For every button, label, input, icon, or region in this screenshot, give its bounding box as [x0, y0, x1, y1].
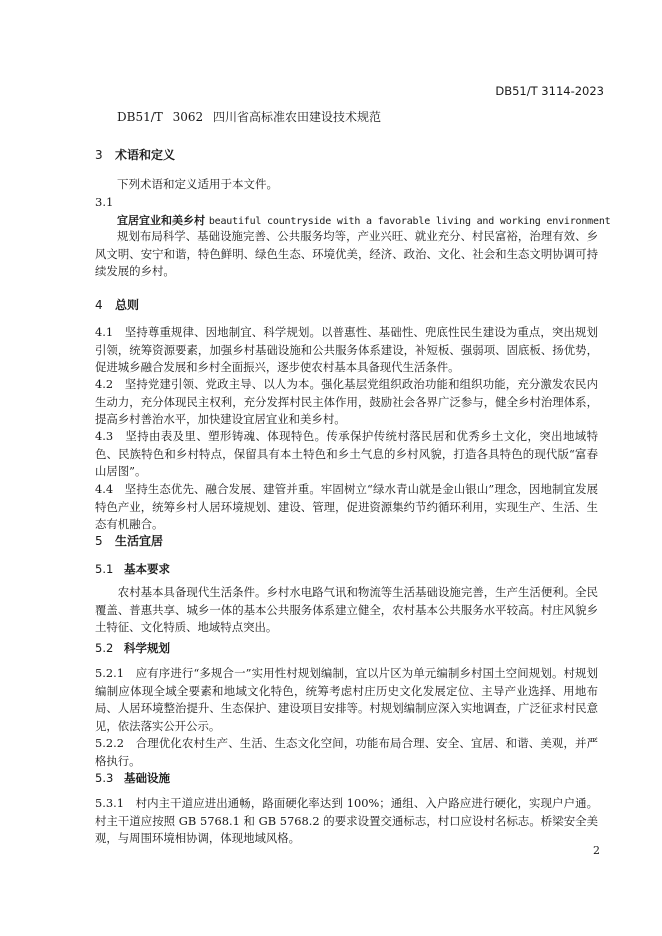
clause-5-3-1: 5.3.1 村内主干道应进出通畅，路面硬化率达到 100%；通组、入户路应进行硬化，实现户户通。村主干道应按照 GB 5768.1 和 GB 5768.2 的要求设置交通标志，村口应设村名标志。桥梁安全美观，与周围环境相协调，体现地域风格。: [95, 796, 598, 845]
reference-code: DB51/T 3062: [117, 110, 204, 124]
section-5-heading: [95, 532, 163, 549]
clause-4-4: 4.4 坚持生态优先、融合发展、建管并重。牢固树立“绿水青山就是金山银山”理念，因地制宜发展特色产业，统筹乡村人居环境规划、建设、管理，促进资源集约节约循环利用，实现生产、生活、生态有机融合。: [95, 482, 598, 531]
clause-5-2-1: 5.2.1 应有序进行“多规合一”实用性村规划编制，宜以片区为单元编制乡村国土空间规划。村规划编制应体现全域全要素和地域文化特色，统筹考虑村庄历史文化发展定位、主导产业选择、用地布局、人居环境整治提升、生态保护、建设项目安排等。村规划编制应深入实地调查，广泛征求村民意见，依法落实公开公示。: [95, 666, 598, 733]
section-number: 4: [95, 298, 103, 312]
clause-5-1-text: 农村基本具备现代生活条件。乡村水电路气讯和物流等生活基础设施完善，生产生活便利。全民覆盖、普惠共享、城乡一体的基本公共服务体系建立健全，农村基本公共服务水平较高。村庄风貌乡土特征、文化特质、地域特点突出。: [95, 585, 598, 634]
subsection-number: 5.2: [95, 641, 114, 655]
section-title: 生活宜居: [115, 534, 164, 548]
section-title: 术语和定义: [115, 148, 176, 162]
section-number: 3: [95, 148, 103, 162]
standard-code: DB51/T 3114-2023: [495, 84, 604, 98]
clause-4-2: 4.2 坚持党建引领、党政主导、以人为本。强化基层党组织政治功能和组织功能，充分激发农民内生动力，充分体现民主权利，充分发挥村民主体作用，鼓励社会各界广泛参与，健全乡村治理体系，提高乡村善治水平，加快建设宜居宜业和美乡村。: [95, 377, 598, 426]
term-number: 3.1: [95, 195, 114, 209]
subsection-title: 科学规划: [124, 641, 170, 655]
subsection-5-2-heading: [95, 640, 170, 656]
subsection-5-3-heading: [95, 770, 170, 786]
section-4-heading: [95, 296, 139, 313]
clause-4-3: 4.3 坚持由表及里、塑形铸魂、体现特色。传承保护传统村落民居和优秀乡土文化，突出地域特色、民族特色和乡村特点，保留具有本土特色和乡土气息的乡村风貌，打造各具特色的现代版“富春山居图”。: [95, 429, 598, 478]
subsection-title: 基本要求: [124, 562, 170, 576]
normative-reference: [117, 108, 381, 125]
terms-intro: 下列术语和定义适用于本文件。: [117, 177, 278, 191]
reference-title: 四川省高标准农田建设技术规范: [212, 110, 381, 124]
term-title: [117, 212, 610, 228]
subsection-number: 5.3: [95, 771, 114, 785]
page-number: 2: [593, 844, 600, 857]
clause-5-2-2: 5.2.2 合理优化农村生产、生活、生态文化空间，功能布局合理、安全、宜居、和谐、美观，并严格执行。: [95, 736, 598, 768]
term-english: beautiful countryside with a favorable living and working environment: [208, 216, 611, 227]
subsection-5-1-heading: [95, 561, 170, 577]
term-definition: 规划布局科学、基础设施完善、公共服务均等，产业兴旺、就业充分、村民富裕，治理有效、乡风文明、安宁和谐，特色鲜明、绿色生态、环境优美，经济、政治、文化、社会和生态文明协调可持续发展的乡村。: [95, 229, 598, 278]
term-chinese: 宜居宜业和美乡村: [117, 214, 205, 227]
section-number: 5: [95, 534, 103, 548]
subsection-title: 基础设施: [124, 771, 170, 785]
subsection-number: 5.1: [95, 562, 114, 576]
section-3-heading: [95, 146, 175, 163]
clause-4-1: 4.1 坚持尊重规律、因地制宜、科学规划。以普惠性、基础性、兜底性民生建设为重点，突出规划引领，统筹资源要素，加强乡村基础设施和公共服务体系建设，补短板、强弱项、固底板、扬优势，促进城乡融合发展和乡村全面振兴，逐步使农村基本具备现代生活条件。: [95, 325, 598, 374]
section-title: 总则: [115, 298, 140, 312]
